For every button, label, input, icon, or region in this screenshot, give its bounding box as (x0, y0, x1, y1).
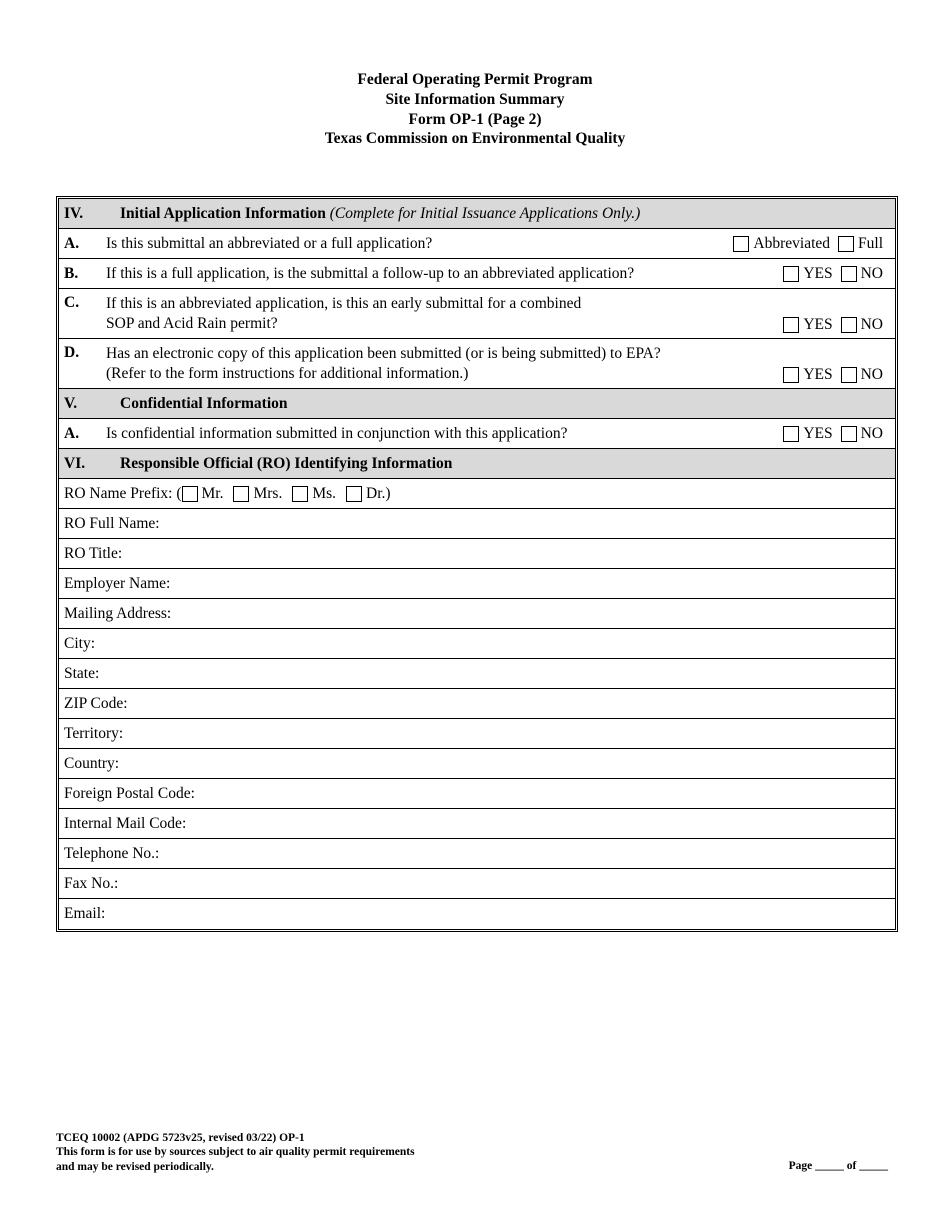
form-header (0, 70, 950, 149)
question-letter: A. (64, 234, 80, 252)
state-field[interactable] (59, 659, 895, 689)
footer-note-1: This form is for use by sources subject to air quality permit requirements (56, 1146, 415, 1159)
section-title: Initial Application Information (Complete for Initial Issuance Applications Only.) (120, 204, 641, 222)
country-field[interactable] (59, 749, 895, 779)
ms-checkbox[interactable] (292, 486, 308, 502)
full-label: Full (858, 234, 883, 252)
question-text: Is confidential information submitted in conjunction with this application? (106, 424, 568, 442)
yes-checkbox[interactable] (783, 317, 799, 333)
ms-label: Ms. (312, 484, 337, 502)
no-label: NO (860, 316, 883, 333)
foreign-postal-code-field[interactable] (59, 779, 895, 809)
internal-mail-code-field[interactable] (59, 809, 895, 839)
section-title: Responsible Official (RO) Identifying Information (120, 454, 453, 472)
field-label: RO Title: (64, 544, 123, 562)
field-label: RO Full Name: (64, 514, 160, 532)
answer-options (733, 235, 883, 253)
mr-label: Mr. (201, 484, 224, 502)
no-checkbox[interactable] (841, 367, 857, 383)
agency-name: Texas Commission on Environmental Quality (324, 130, 626, 148)
yes-label: YES (803, 316, 833, 333)
field-label: Mailing Address: (64, 604, 172, 622)
abbreviated-checkbox[interactable] (733, 236, 749, 252)
section-number: IV. (64, 204, 84, 222)
question-letter: A. (64, 424, 80, 442)
email-field[interactable] (59, 899, 895, 929)
question-text: If this is an abbreviated application, is this an early submittal for a combined SOP and Acid Rain permit? (106, 295, 582, 332)
yes-label: YES (803, 264, 833, 282)
ro-full-name-field[interactable] (59, 509, 895, 539)
field-label: City: (64, 634, 96, 652)
answer-options (783, 265, 883, 283)
question-letter: D. (64, 344, 80, 361)
yes-checkbox[interactable] (783, 367, 799, 383)
field-label: Territory: (64, 724, 124, 742)
employer-name-field[interactable] (59, 569, 895, 599)
no-label: NO (860, 424, 883, 442)
question-letter: B. (64, 264, 79, 282)
prefix-label: RO Name Prefix: ( (64, 484, 182, 502)
no-label: NO (860, 264, 883, 282)
section-number: V. (64, 394, 78, 412)
question-iv-a (59, 229, 895, 259)
zip-code-field[interactable] (59, 689, 895, 719)
footer-note-2: and may be revised periodically. (56, 1160, 214, 1173)
answer-options (783, 316, 883, 334)
no-checkbox[interactable] (841, 266, 857, 282)
section-iv-header (59, 199, 895, 229)
section-vi-header (59, 449, 895, 479)
fax-field[interactable] (59, 869, 895, 899)
mr-checkbox[interactable] (182, 486, 198, 502)
question-iv-c (59, 289, 895, 339)
dr-label: Dr.) (366, 484, 391, 502)
answer-options (783, 366, 883, 384)
form-id: TCEQ 10002 (APDG 5723v25, revised 03/22) OP-1 (56, 1132, 305, 1144)
question-text: Has an electronic copy of this application been submitted (or is being submitted) to EPA? (Refer to the form instructions for additional information.) (106, 345, 661, 382)
full-checkbox[interactable] (838, 236, 854, 252)
form-footer (56, 1131, 415, 1174)
mrs-checkbox[interactable] (233, 486, 249, 502)
mailing-address-field[interactable] (59, 599, 895, 629)
field-label: Country: (64, 754, 120, 772)
question-letter: C. (64, 294, 80, 311)
section-v-header (59, 389, 895, 419)
city-field[interactable] (59, 629, 895, 659)
field-label: State: (64, 664, 100, 682)
section-number: VI. (64, 454, 86, 472)
no-label: NO (860, 366, 883, 383)
field-label: Internal Mail Code: (64, 814, 187, 832)
question-text: Is this submittal an abbreviated or a full application? (106, 234, 433, 252)
question-iv-b (59, 259, 895, 289)
no-checkbox[interactable] (841, 426, 857, 442)
field-label: Telephone No.: (64, 844, 160, 862)
section-title: Confidential Information (120, 394, 288, 412)
yes-checkbox[interactable] (783, 266, 799, 282)
section-note: (Complete for Initial Issuance Applications Only.) (329, 204, 641, 222)
op1-form-table (56, 196, 898, 932)
yes-checkbox[interactable] (783, 426, 799, 442)
territory-field[interactable] (59, 719, 895, 749)
mrs-label: Mrs. (253, 484, 283, 502)
question-v-a (59, 419, 895, 449)
answer-options (783, 425, 883, 443)
yes-label: YES (803, 424, 833, 442)
no-checkbox[interactable] (841, 317, 857, 333)
dr-checkbox[interactable] (346, 486, 362, 502)
page-number: Page _____ of _____ (788, 1160, 888, 1172)
ro-title-field[interactable] (59, 539, 895, 569)
field-label: Email: (64, 905, 106, 922)
summary-title: Site Information Summary (385, 90, 565, 108)
ro-name-prefix-row (59, 479, 895, 509)
field-label: Employer Name: (64, 574, 171, 592)
question-text: If this is a full application, is the submittal a follow-up to an abbreviated application? (106, 264, 635, 282)
question-iv-d (59, 339, 895, 389)
program-title: Federal Operating Permit Program (357, 71, 593, 88)
form-number: Form OP-1 (Page 2) (408, 110, 542, 128)
yes-label: YES (803, 366, 833, 383)
abbreviated-label: Abbreviated (753, 234, 831, 252)
field-label: Foreign Postal Code: (64, 784, 195, 802)
field-label: Fax No.: (64, 874, 119, 892)
field-label: ZIP Code: (64, 694, 128, 712)
telephone-field[interactable] (59, 839, 895, 869)
